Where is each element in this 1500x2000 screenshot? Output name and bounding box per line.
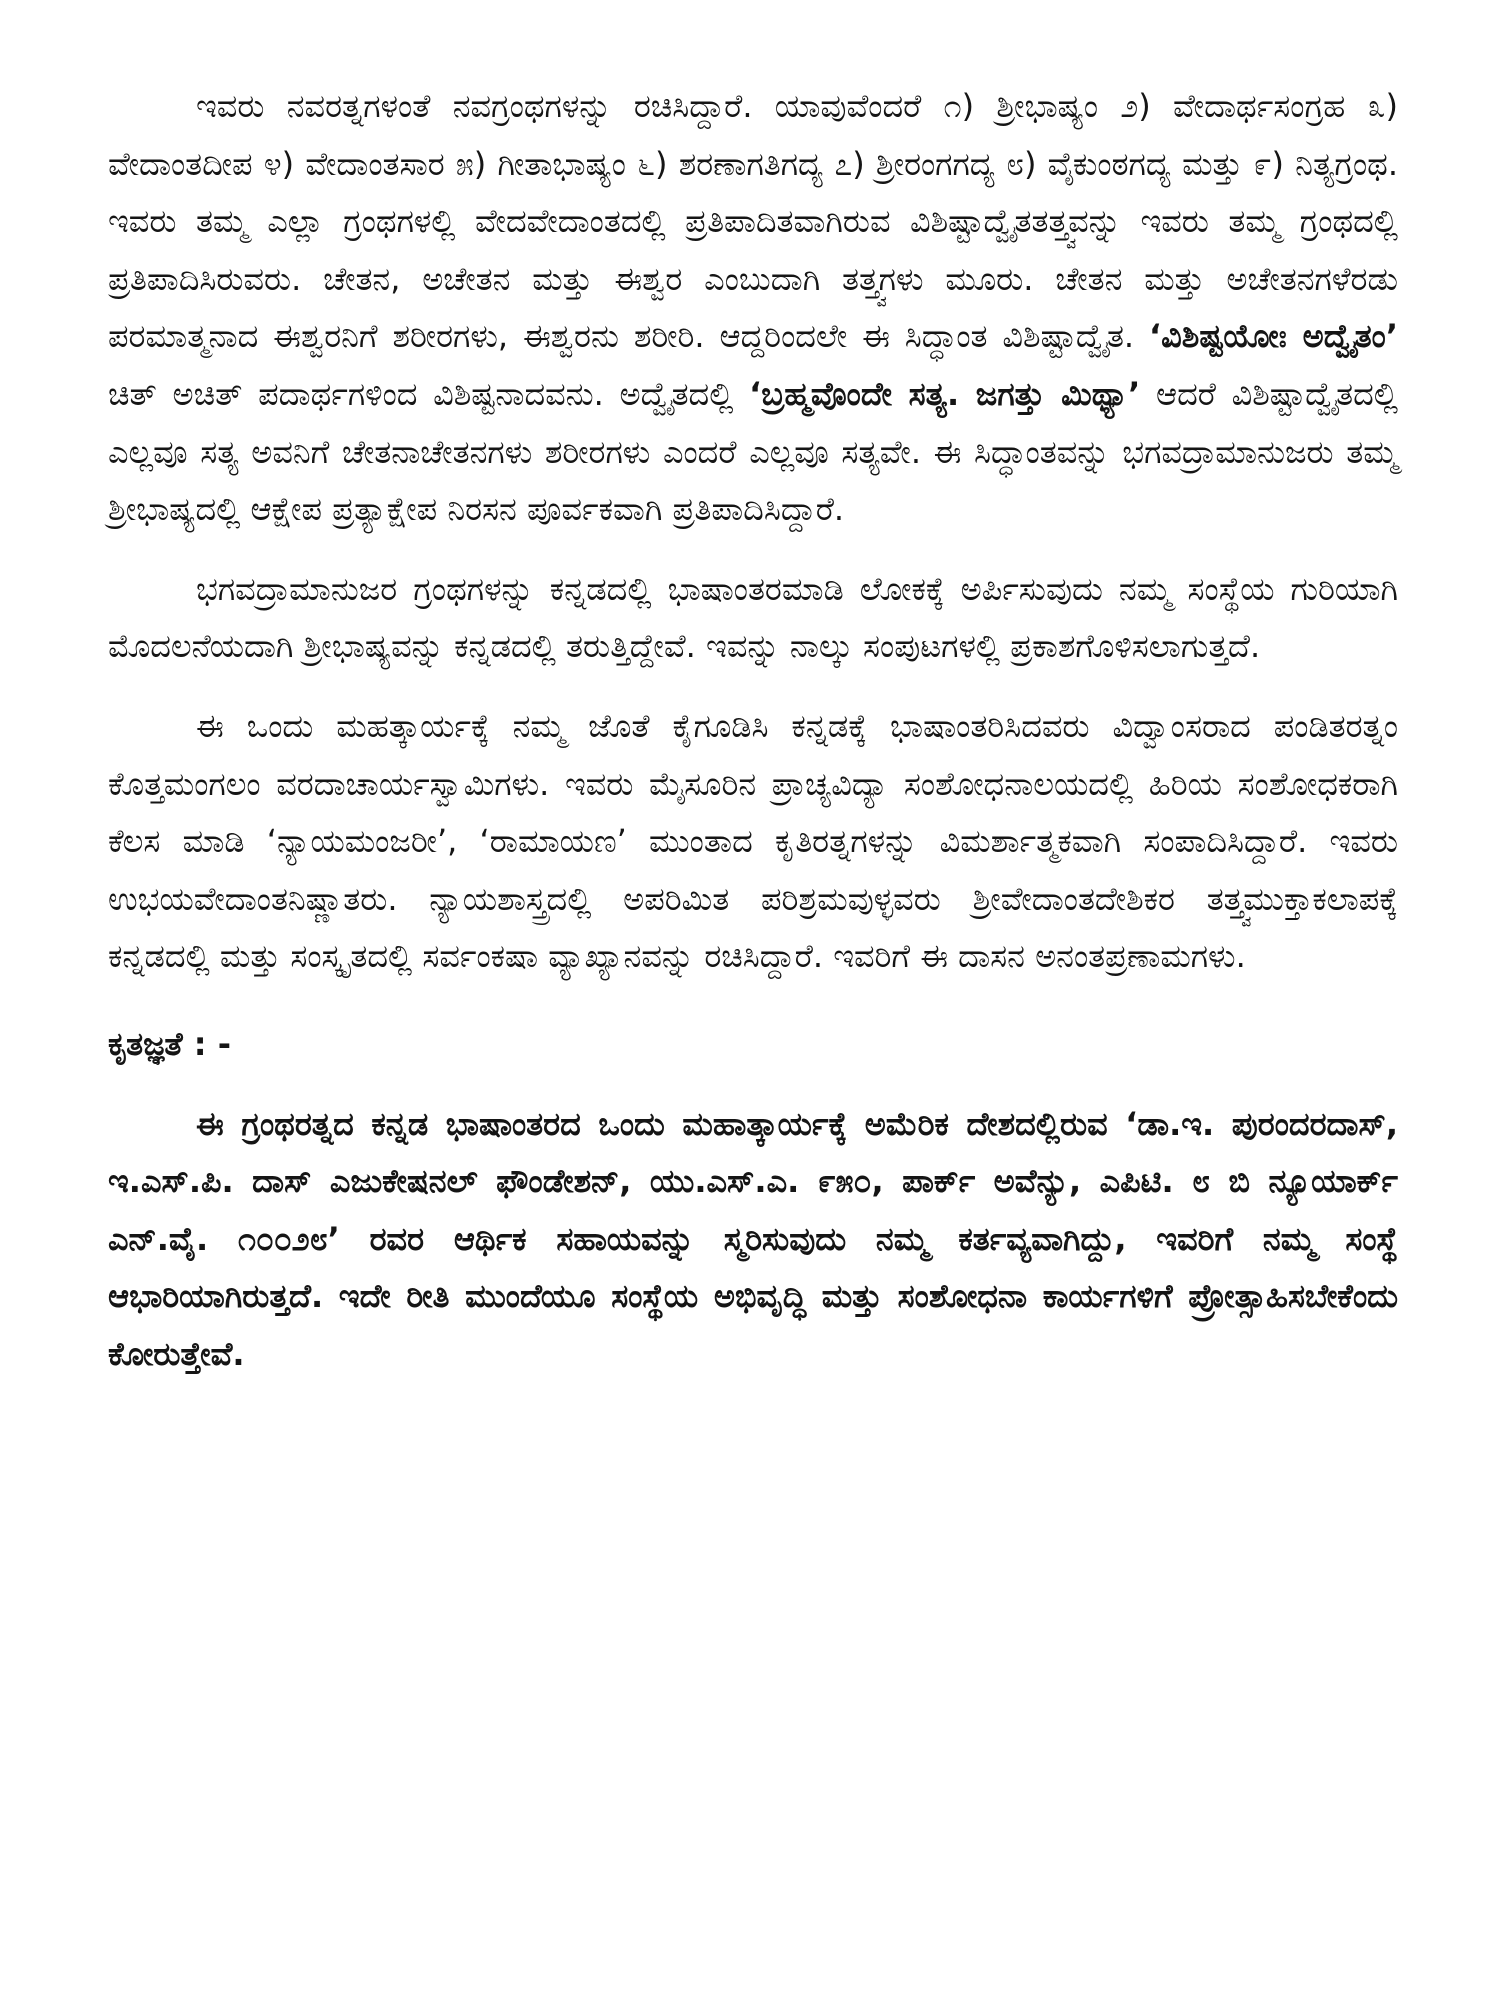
paragraph-works-text-1: ಇವರು ನವರತ್ನಗಳಂತೆ ನವಗ್ರಂಥಗಳನ್ನು ರಚಿಸಿದ್ದಾರೆ. ಯಾವುವೆಂದರೆ ೧) ಶ್ರೀಭಾಷ್ಯಂ ೨) ವೇದಾರ್ಥಸಂಗ್ರಹ ೩) ವೇದಾಂತದೀಪ ೪) ವೇದಾಂತಸಾರ ೫) ಗೀತಾಭಾಷ್ಯಂ ೬) ಶರಣಾಗತಿಗದ್ಯ ೭) ಶ್ರೀರಂಗಗದ್ಯ ೮) ವೈಕುಂಠಗದ್ಯ ಮತ್ತು ೯) ನಿತ್ಯಗ್ರಂಥ. ಇವರು ತಮ್ಮ ಎಲ್ಲಾ ಗ್ರಂಥಗಳಲ್ಲಿ ವೇದವೇದಾಂತದಲ್ಲಿ ಪ್ರತಿಪಾದಿತವಾಗಿರುವ ವಿಶಿಷ್ಟಾದ್ವೈತತತ್ತ್ವವನ್ನು ಇವರು ತಮ್ಮ ಗ್ರಂಥದಲ್ಲಿ ಪ್ರತಿಪಾದಿಸಿರುವರು. ಚೇತನ, ಅಚೇತನ ಮತ್ತು ಈಶ್ವರ ಎಂಬುದಾಗಿ ತತ್ತ್ವಗಳು ಮೂರು. ಚೇತನ ಮತ್ತು ಅಚೇತನಗಳೆರಡು ಪರಮಾತ್ಮನಾದ ಈಶ್ವರನಿಗೆ ಶರೀರಗಳು, ಈಶ್ವರನು ಶರೀರಿ. ಆದ್ದರಿಂದಲೇ ಈ ಸಿದ್ಧಾಂತ ವಿಶಿಷ್ಟಾದ್ವೈತ. xyxy=(108,87,1398,356)
paragraph-works-quote-2: ‘ಬ್ರಹ್ಮವೊಂದೇ ಸತ್ಯ. ಜಗತ್ತು ಮಿಥ್ಯಾ’ xyxy=(749,374,1141,413)
document-body xyxy=(108,78,1398,1383)
paragraph-works-quote-1: ‘ವಿಶಿಷ್ಟಯೋಃ ಅದ್ವೈತಂ’ xyxy=(1149,317,1398,356)
paragraph-works-text-2: ಚಿತ್ ಅಚಿತ್ ಪದಾರ್ಥಗಳಿಂದ ವಿಶಿಷ್ಟನಾದವನು. ಅದ್ವೈತದಲ್ಲಿ xyxy=(108,374,734,413)
paragraph-works-text-3: ಆದರೆ ವಿಶಿಷ್ಟಾದ್ವೈತದಲ್ಲಿ ಎಲ್ಲವೂ ಸತ್ಯ ಅವನಿಗೆ ಚೇತನಾಚೇತನಗಳು ಶರೀರಗಳು ಎಂದರೆ ಎಲ್ಲವೂ ಸತ್ಯವೇ. ಈ ಸಿದ್ಧಾಂತವನ್ನು ಭಗವದ್ರಾಮಾನುಜರು ತಮ್ಮ ಶ್ರೀಭಾಷ್ಯದಲ್ಲಿ ಆಕ್ಷೇಪ ಪ್ರತ್ಯಾಕ್ಷೇಪ ನಿರಸನ ಪೂರ್ವಕವಾಗಿ ಪ್ರತಿಪಾದಿಸಿದ್ದಾರೆ. xyxy=(108,374,1399,529)
paragraph-aim: ಭಗವದ್ರಾಮಾನುಜರ ಗ್ರಂಥಗಳನ್ನು ಕನ್ನಡದಲ್ಲಿ ಭಾಷಾಂತರಮಾಡಿ ಲೋಕಕ್ಕೆ ಅರ್ಪಿಸುವುದು ನಮ್ಮ ಸಂಸ್ಥೆಯ ಗುರಿಯಾಗಿ ಮೊದಲನೆಯದಾಗಿ ಶ್ರೀಭಾಷ್ಯವನ್ನು ಕನ್ನಡದಲ್ಲಿ ತರುತ್ತಿದ್ದೇವೆ. ಇವನ್ನು ನಾಲ್ಕು ಸಂಪುಟಗಳಲ್ಲಿ ಪ್ರಕಾಶಗೊಳಿಸಲಾಗುತ್ತದೆ. xyxy=(108,569,1398,666)
paragraph-acknowledgement: ಈ ಗ್ರಂಥರತ್ನದ ಕನ್ನಡ ಭಾಷಾಂತರದ ಒಂದು ಮಹಾತ್ಕಾರ್ಯಕ್ಕೆ ಅಮೆರಿಕ ದೇಶದಲ್ಲಿರುವ ‘ಡಾ.ಇ. ಪುರಂದರದಾಸ್, ಇ.ಎಸ್.ಪಿ. ದಾಸ್ ಎಜುಕೇಷನಲ್ ಫೌಂಡೇಶನ್, ಯು.ಎಸ್.ಎ. ೯೫೦, ಪಾರ್ಕ್ ಅವೆನ್ಯು, ಎಪಿಟಿ. ೮ ಬಿ ನ್ಯೂಯಾರ್ಕ್ ಎನ್.ವೈ. ೧೦೦೨೮’ ರವರ ಆರ್ಥಿಕ ಸಹಾಯವನ್ನು ಸ್ಮರಿಸುವುದು ನಮ್ಮ ಕರ್ತವ್ಯವಾಗಿದ್ದು, ಇವರಿಗೆ ನಮ್ಮ ಸಂಸ್ಥೆ ಆಭಾರಿಯಾಗಿರುತ್ತದೆ. ಇದೇ ರೀತಿ ಮುಂದೆಯೂ ಸಂಸ್ಥೆಯ ಅಭಿವೃದ್ಧಿ ಮತ್ತು ಸಂಶೋಧನಾ ಕಾರ್ಯಗಳಿಗೆ ಪ್ರೋತ್ಸಾಹಿಸಬೇಕೆಂದು ಕೋರುತ್ತೇವೆ. xyxy=(108,1104,1398,1373)
acknowledgement-heading: ಕೃತಜ್ಞತೆ : - xyxy=(108,1024,231,1063)
paragraph-translator: ಈ ಒಂದು ಮಹತ್ಕಾರ್ಯಕ್ಕೆ ನಮ್ಮ ಜೊತೆ ಕೈಗೂಡಿಸಿ ಕನ್ನಡಕ್ಕೆ ಭಾಷಾಂತರಿಸಿದವರು ವಿದ್ವಾಂಸರಾದ ಪಂಡಿತರತ್ನಂ ಕೊತ್ತಮಂಗಲಂ ವರದಾಚಾರ್ಯಸ್ವಾಮಿಗಳು. ಇವರು ಮೈಸೂರಿನ ಪ್ರಾಚ್ಯವಿದ್ಯಾ ಸಂಶೋಧನಾಲಯದಲ್ಲಿ ಹಿರಿಯ ಸಂಶೋಧಕರಾಗಿ ಕೆಲಸ ಮಾಡಿ ‘ನ್ಯಾಯಮಂಜರೀ’, ‘ರಾಮಾಯಣ’ ಮುಂತಾದ ಕೃತಿರತ್ನಗಳನ್ನು ವಿಮರ್ಶಾತ್ಮಕವಾಗಿ ಸಂಪಾದಿಸಿದ್ದಾರೆ. ಇವರು ಉಭಯವೇದಾಂತನಿಷ್ಣಾತರು. ನ್ಯಾಯಶಾಸ್ತ್ರದಲ್ಲಿ ಅಪರಿಮಿತ ಪರಿಶ್ರಮವುಳ್ಳವರು ಶ್ರೀವೇದಾಂತದೇಶಿಕರ ತತ್ತ್ವಮುಕ್ತಾಕಲಾಪಕ್ಕೆ ಕನ್ನಡದಲ್ಲಿ ಮತ್ತು ಸಂಸ್ಕೃತದಲ್ಲಿ ಸರ್ವಂಕಷಾ ವ್ಯಾಖ್ಯಾನವನ್ನು ರಚಿಸಿದ್ದಾರೆ. ಇವರಿಗೆ ಈ ದಾಸನ ಅನಂತಪ್ರಣಾಮಗಳು. xyxy=(108,706,1398,976)
paragraph-works xyxy=(108,78,1398,539)
